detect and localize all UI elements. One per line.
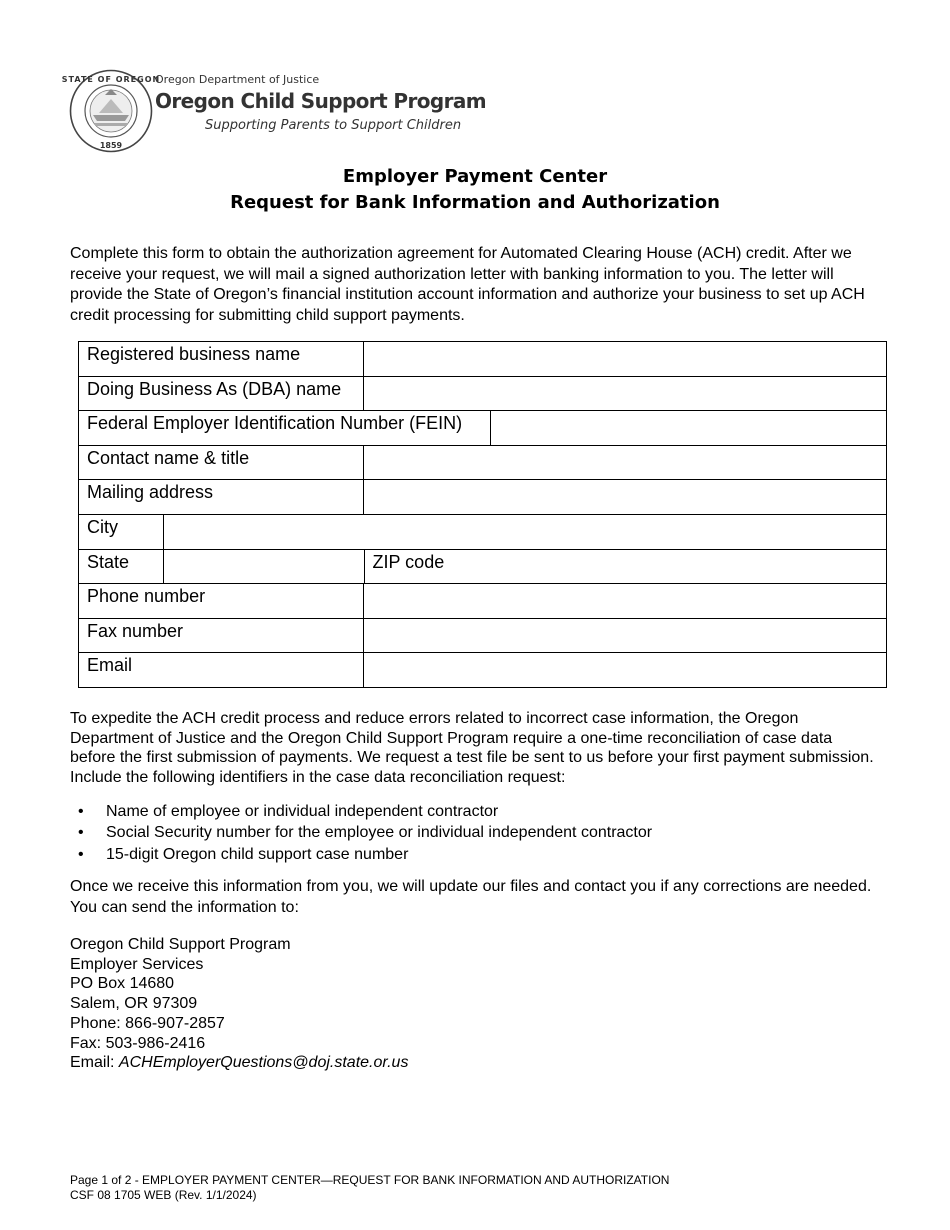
city-label: City — [79, 515, 163, 549]
form-row — [79, 584, 887, 619]
fax-line: Fax: 503-986-2416 — [70, 1034, 206, 1052]
agency-block — [155, 73, 486, 134]
dba-name-label: Doing Business As (DBA) name — [79, 376, 364, 411]
fax-label: Fax number — [79, 618, 364, 653]
zip-code-field[interactable] — [364, 550, 886, 584]
fein-label: Federal Employer Identification Number (FEIN) — [79, 411, 490, 445]
email-field[interactable] — [364, 653, 887, 688]
form-row — [79, 549, 887, 584]
contact-instructions: Once we receive this information from you, we will update our files and contact you if any corrections are needed. You can send the information to: — [70, 878, 872, 916]
form-row — [79, 618, 887, 653]
form-row — [79, 376, 887, 411]
bullet-icon: • — [78, 845, 84, 863]
program-name: Oregon Child Support Program — [155, 89, 486, 113]
program-tagline: Supporting Parents to Support Children — [205, 118, 462, 133]
title-line-2: Request for Bank Information and Authorization — [230, 192, 720, 213]
registered-business-name-label: Registered business name — [79, 342, 364, 377]
email-line: Email: ACHEmployerQuestions@doj.state.or.us — [70, 1054, 409, 1072]
form-row — [79, 445, 887, 480]
mailing-address-label: Mailing address — [79, 480, 364, 515]
list-item: • 15-digit Oregon child support case number — [70, 844, 652, 865]
seal-year: 1859 — [99, 141, 123, 150]
fein-field[interactable] — [490, 411, 886, 445]
address-line: PO Box 14680 — [70, 975, 175, 993]
address-line: Oregon Child Support Program — [70, 936, 291, 953]
city-field[interactable] — [163, 515, 886, 549]
contact-label: Contact name & title — [79, 445, 364, 480]
bullet-icon: • — [78, 803, 84, 820]
phone-label: Phone number — [79, 584, 364, 619]
zip-code-label: ZIP code — [372, 551, 445, 572]
dba-name-field[interactable] — [364, 376, 887, 411]
bullet-icon: • — [78, 824, 84, 842]
contact-field[interactable] — [364, 445, 887, 480]
identifier-list — [70, 801, 652, 865]
page-footer — [70, 1173, 669, 1203]
email-link[interactable]: ACHEmployerQuestions@doj.state.or.us — [118, 1054, 409, 1072]
footer-page-info: Page 1 of 2 - EMPLOYER PAYMENT CENTER—REQUEST FOR BANK INFORMATION AND AUTHORIZATION — [70, 1173, 670, 1187]
phone-field[interactable] — [364, 584, 887, 619]
form-row — [79, 342, 887, 377]
address-line: Employer Services — [70, 955, 204, 973]
intro-paragraph: Complete this form to obtain the authorization agreement for Automated Clearing House (ACH) credit. After we receive your request, we will mail a signed authorization letter with banking information to you. The letter will provide the State of Oregon’s financial institution account information and authorize your business to set up ACH credit processing for submitting child support payments. — [70, 245, 865, 324]
state-field[interactable] — [163, 550, 364, 584]
state-seal-logo — [61, 69, 161, 153]
form-row — [79, 411, 887, 446]
phone-line: Phone: 866-907-2857 — [70, 1014, 225, 1032]
email-label: Email — [79, 653, 364, 688]
mailing-address-field[interactable] — [364, 480, 887, 515]
list-item: • Name of employee or individual independent contractor — [70, 801, 652, 822]
seal-top-text: STATE OF OREGON — [61, 75, 161, 84]
expedite-paragraph: To expedite the ACH credit process and reduce errors related to incorrect case information, the Oregon Department of Justice and the Oregon Child Support Program require a one-time reconciliation of case data before the first submission of payments. We request a test file be sent to us before your first payment submission. Include the following identifiers in the case data reconciliation request: — [70, 710, 874, 786]
footer-form-number: CSF 08 1705 WEB (Rev. 1/1/2024) — [70, 1188, 257, 1202]
list-item: • Social Security number for the employee or individual independent contractor — [70, 822, 652, 843]
address-line: Salem, OR 97309 — [70, 995, 198, 1013]
state-label: State — [79, 550, 163, 584]
department-name: Oregon Department of Justice — [155, 73, 320, 86]
mailing-address-block — [70, 935, 408, 1073]
business-info-form — [78, 341, 887, 688]
form-row — [79, 480, 887, 515]
page-title — [0, 164, 950, 216]
form-row — [79, 514, 887, 549]
form-row — [79, 653, 887, 688]
fax-field[interactable] — [364, 618, 887, 653]
title-line-1: Employer Payment Center — [342, 166, 608, 187]
registered-business-name-field[interactable] — [364, 342, 887, 377]
